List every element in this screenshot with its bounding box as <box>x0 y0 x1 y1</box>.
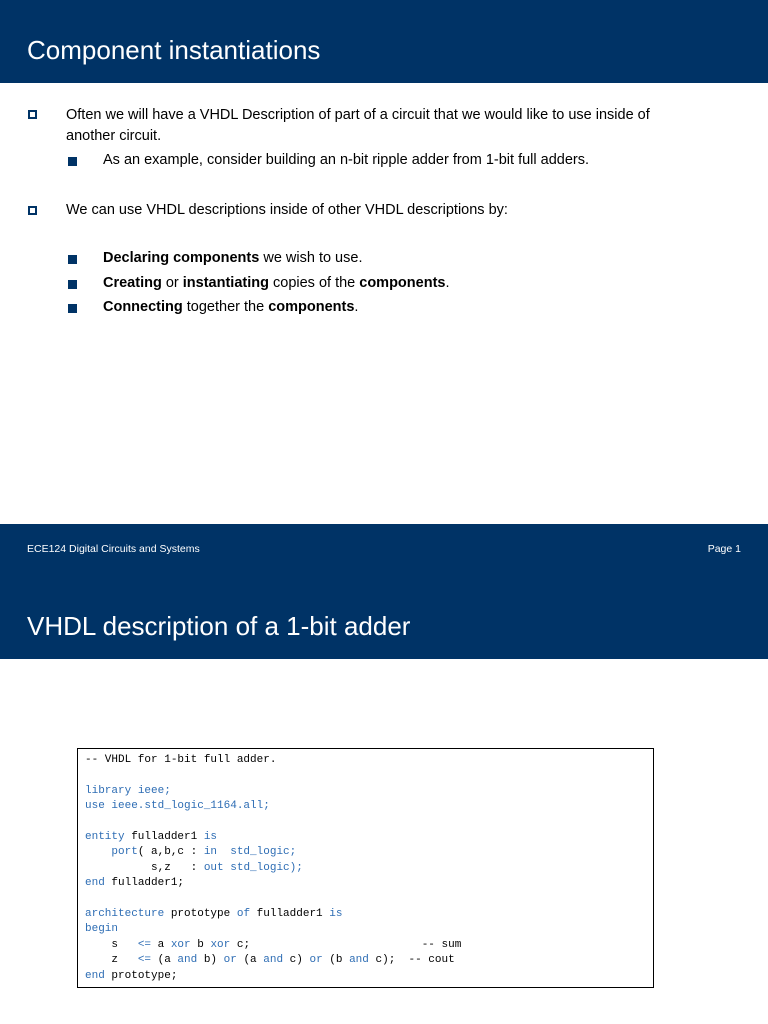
code-keyword: of <box>236 908 251 921</box>
code-comment: -- VHDL for 1-bit full adder. <box>85 754 277 766</box>
filled-square-bullet-icon <box>68 304 77 313</box>
bold-text: Declaring components <box>103 250 260 266</box>
code-type: std_logic); <box>223 861 303 874</box>
code-operator: <= <box>137 938 152 951</box>
code-text: fulladder1; <box>104 877 185 890</box>
hollow-square-bullet-icon <box>28 206 37 215</box>
code-keyword: xor <box>210 938 231 951</box>
code-keyword: and <box>349 954 369 967</box>
text: . <box>445 275 450 291</box>
code-keyword: and <box>263 954 284 967</box>
slide1-title-bar <box>0 0 768 83</box>
sub-bullet-1: As an example, consider building an n-bit ripple adder from 1-bit full adders. <box>103 152 590 168</box>
slide-divider-bar <box>0 524 768 659</box>
code-text: fulladder1 <box>250 908 330 921</box>
code-text: c) <box>283 954 310 967</box>
bold-text: components <box>268 299 355 315</box>
footer-course-name: ECE124 Digital Circuits and Systems <box>27 543 200 555</box>
code-keyword: entity <box>85 831 125 844</box>
bold-text: instantiating <box>182 275 269 291</box>
code-text: (a <box>236 954 264 967</box>
code-type: std_logic; <box>217 846 297 859</box>
code-comment: -- sum <box>421 938 462 951</box>
vhdl-code <box>85 753 461 984</box>
sub-bullet-declaring <box>103 248 743 269</box>
code-text: prototype; <box>104 969 178 982</box>
code-text: ( a,b,c : <box>137 846 204 859</box>
code-text: ieee; <box>131 784 171 797</box>
code-keyword: xor <box>170 938 191 951</box>
code-text: s,z : <box>85 861 204 874</box>
code-text: c); <box>368 954 409 967</box>
filled-square-bullet-icon <box>68 280 77 289</box>
text: or <box>161 275 183 291</box>
slide2-title: VHDL description of a 1-bit adder <box>27 611 411 641</box>
code-keyword: or <box>309 954 323 967</box>
hollow-square-bullet-icon <box>28 110 37 119</box>
code-text: s <box>85 938 138 951</box>
code-text: b) <box>197 954 224 967</box>
code-keyword: and <box>177 954 198 967</box>
code-operator: <= <box>137 954 152 967</box>
bold-text: Connecting <box>103 299 183 315</box>
code-text: (a <box>151 954 178 967</box>
code-text: z <box>85 954 138 967</box>
code-keyword: is <box>203 831 218 844</box>
bold-text: components <box>359 275 446 291</box>
code-text: fulladder1 <box>124 831 204 844</box>
code-keyword: end <box>85 877 105 890</box>
code-keyword: or <box>223 954 237 967</box>
bullet-1-line-1: Often we will have a VHDL Description of part of a circuit that we would like to use inside of <box>66 107 650 123</box>
slide1-title: Component instantiations <box>27 35 321 65</box>
text: together the <box>182 299 269 315</box>
code-comment: -- cout <box>408 954 455 967</box>
code-text: a <box>151 938 171 951</box>
code-keyword: begin <box>85 923 119 936</box>
code-use-line: use ieee.std_logic_1164.all; <box>85 800 270 813</box>
code-text: b <box>190 938 211 951</box>
code-keyword: architecture <box>85 908 165 921</box>
code-keyword: is <box>329 908 343 921</box>
code-text: c; <box>230 938 422 951</box>
code-keyword: port <box>85 846 138 859</box>
filled-square-bullet-icon <box>68 157 77 166</box>
code-keyword: end <box>85 969 105 982</box>
bullet-1-line-2: another circuit. <box>66 128 162 144</box>
bold-text: Creating <box>103 275 162 291</box>
text: copies of the <box>268 275 360 291</box>
code-keyword: out <box>203 861 224 874</box>
code-text: prototype <box>164 908 237 921</box>
text: . <box>354 299 359 315</box>
filled-square-bullet-icon <box>68 255 77 264</box>
sub-bullet-creating <box>103 273 743 294</box>
bullet-2: We can use VHDL descriptions inside of other VHDL descriptions by: <box>66 202 508 218</box>
code-box <box>77 748 654 988</box>
code-keyword: in <box>203 846 218 859</box>
text: we wish to use. <box>259 250 363 266</box>
sub-bullet-connecting <box>103 297 743 318</box>
bullet-1 <box>66 105 736 147</box>
code-text: (b <box>322 954 350 967</box>
footer-page-number: Page 1 <box>707 543 741 555</box>
code-keyword: library <box>85 784 132 797</box>
